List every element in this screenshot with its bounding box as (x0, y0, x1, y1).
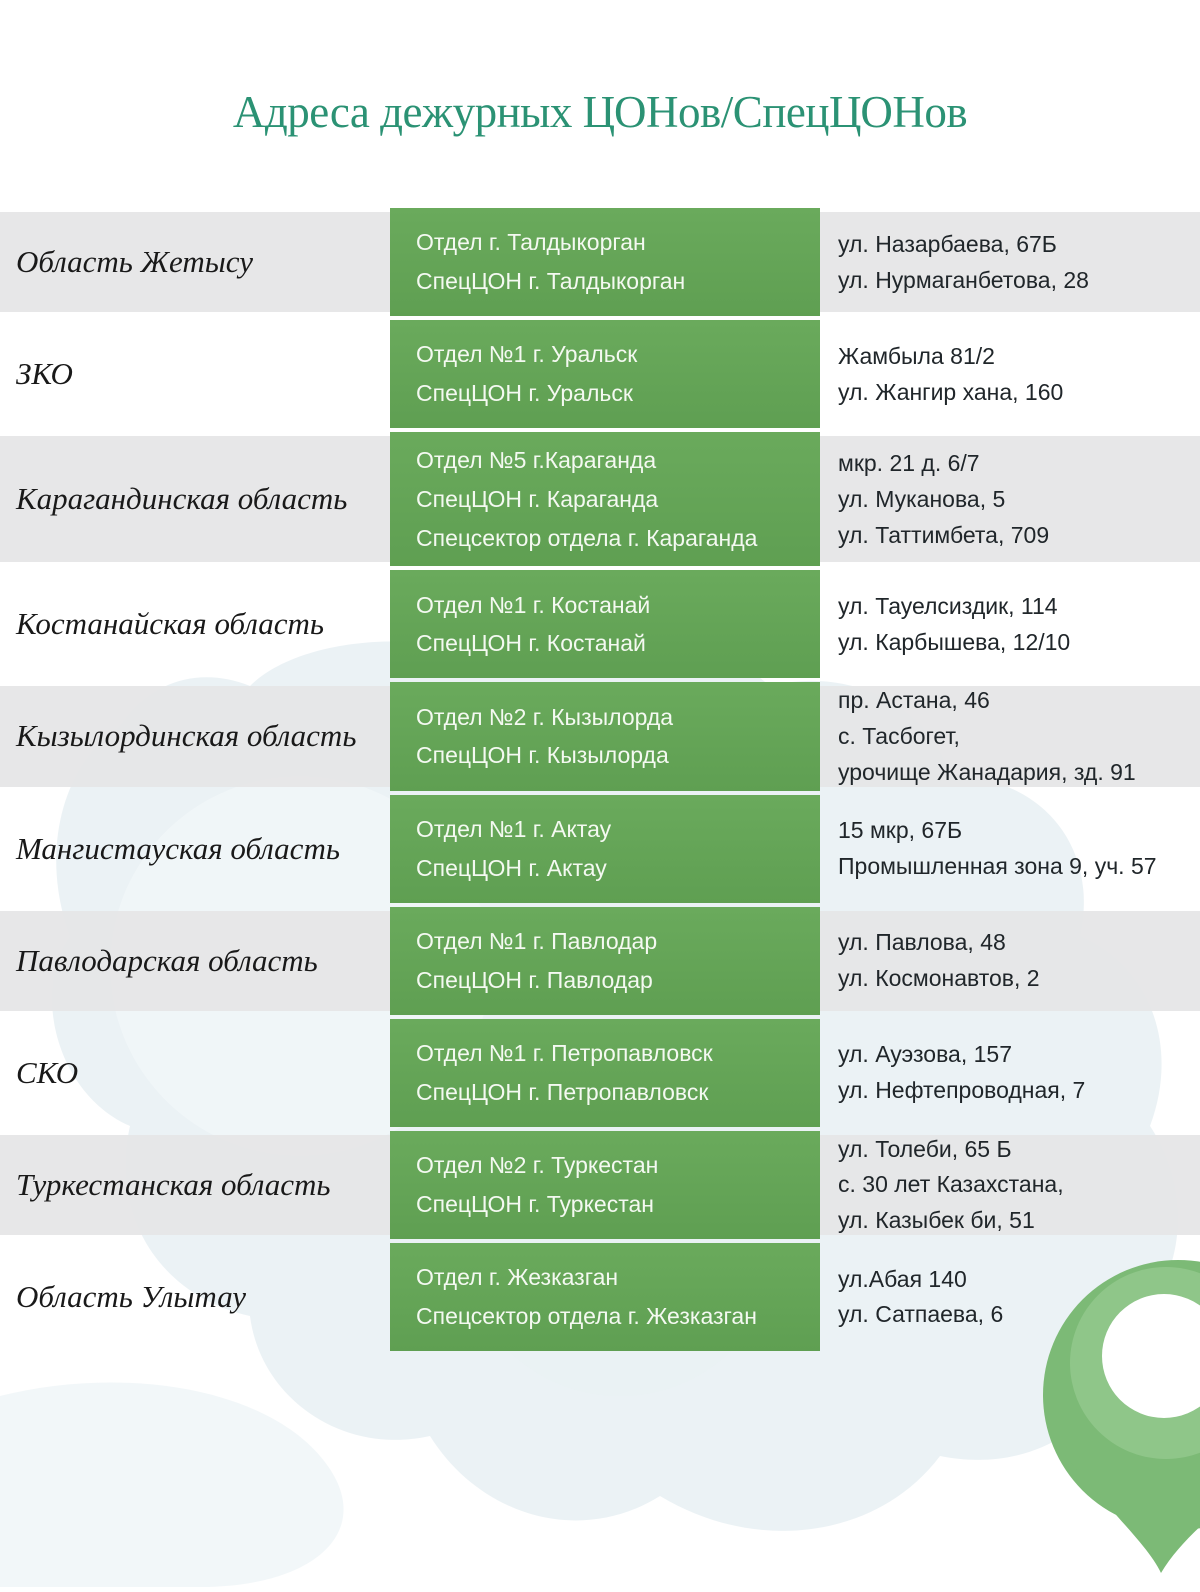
department-item: СпецЦОН г. Караганда (416, 485, 659, 512)
region-name: Кызылординская область (16, 718, 357, 754)
region-name: Карагандинская область (16, 481, 348, 517)
table-row (0, 570, 1200, 678)
department-item: Отдел №1 г. Костанай (416, 591, 651, 618)
region-name: Область Жетысу (16, 244, 254, 279)
region-name: Павлодарская область (16, 942, 318, 978)
department-cell (390, 432, 820, 566)
address-item: Жамбыла 81/2 (838, 342, 995, 369)
address-item: с. Тасбогет, (838, 723, 960, 749)
region-cell (0, 911, 390, 1011)
department-item: СпецЦОН г. Уральск (416, 380, 633, 406)
address-cell (820, 320, 1200, 428)
department-item: Отдел №1 г. Павлодар (416, 927, 658, 954)
table-row (0, 682, 1200, 790)
table-row (0, 1019, 1200, 1127)
table-row (0, 432, 1200, 566)
address-cell (820, 1243, 1200, 1351)
address-item: ул. Казыбек би, 51 (838, 1207, 1035, 1233)
department-item: СпецЦОН г. Костанай (416, 630, 646, 657)
region-cell (0, 320, 390, 428)
address-item: пр. Астана, 46 (838, 687, 990, 714)
address-item: 15 мкр, 67Б (838, 817, 963, 844)
address-item: ул. Толеби, 65 Б (838, 1135, 1012, 1162)
page-title: Адреса дежурных ЦОНов/СпецЦОНов (232, 87, 968, 137)
address-cell (820, 436, 1200, 562)
address-cell (820, 1019, 1200, 1127)
address-item: ул. Таттимбета, 709 (838, 521, 1050, 548)
department-cell (390, 1019, 820, 1127)
address-item: ул. Жангир хана, 160 (838, 378, 1064, 405)
department-cell (390, 1243, 820, 1351)
department-cell (390, 570, 820, 678)
region-cell (0, 570, 390, 678)
department-cell (390, 682, 820, 790)
department-item: Отдел №1 г. Уральск (416, 341, 638, 368)
address-table (0, 86, 1200, 1351)
address-item: Промышленная зона 9, уч. 57 (838, 853, 1157, 879)
department-item: Отдел №1 г. Петропавловск (416, 1039, 713, 1066)
address-item: ул. Нурмаганбетова, 28 (838, 266, 1089, 293)
department-item: Отдел №5 г.Караганда (416, 447, 657, 473)
department-cell (390, 907, 820, 1015)
department-item: Отдел №1 г. Актау (416, 815, 612, 842)
region-name: Область Улытау (16, 1278, 247, 1314)
table-row (0, 320, 1200, 428)
department-item: СпецЦОН г. Туркестан (416, 1190, 654, 1217)
department-cell (390, 795, 820, 903)
address-item: ул.Абая 140 (838, 1265, 967, 1292)
region-name: СКО (16, 1054, 79, 1090)
region-cell (0, 212, 390, 312)
department-item: Отдел №2 г. Кызылорда (416, 703, 674, 730)
department-cell (390, 320, 820, 428)
address-item: урочище Жанадария, зд. 91 (838, 758, 1136, 785)
table-row (0, 1243, 1200, 1351)
address-cell (820, 911, 1200, 1011)
address-item: ул. Космонавтов, 2 (838, 965, 1040, 991)
address-item: мкр. 21 д. 6/7 (838, 450, 980, 476)
table-body (0, 208, 1200, 1351)
address-item: ул. Сатпаева, 6 (838, 1301, 1004, 1328)
address-item: ул. Тауелсиздик, 114 (838, 593, 1058, 619)
region-cell (0, 1243, 390, 1351)
region-cell (0, 686, 390, 786)
department-item: Отдел №2 г. Туркестан (416, 1151, 659, 1178)
address-cell (820, 686, 1200, 786)
address-cell (820, 212, 1200, 312)
department-item: Отдел г. Жезказган (416, 1264, 619, 1290)
department-item: СпецЦОН г. Павлодар (416, 966, 653, 993)
address-item: ул. Карбышева, 12/10 (838, 628, 1071, 655)
address-cell (820, 1135, 1200, 1235)
region-name: Туркестанская область (16, 1166, 331, 1202)
table-row (0, 907, 1200, 1015)
region-name: Мангистауская область (16, 830, 340, 866)
department-item: Отдел г. Талдыкорган (416, 229, 646, 256)
table-row (0, 208, 1200, 316)
address-cell (820, 570, 1200, 678)
address-item: ул. Муканова, 5 (838, 485, 1006, 512)
department-item: СпецЦОН г. Кызылорда (416, 742, 669, 769)
department-cell (390, 208, 820, 316)
department-item: СпецЦОН г. Актау (416, 854, 607, 881)
address-cell (820, 795, 1200, 903)
region-name: Костанайская область (16, 606, 325, 642)
address-item: ул. Павлова, 48 (838, 929, 1006, 956)
department-item: Спецсектор отдела г. Караганда (416, 524, 758, 551)
address-item: ул. Назарбаева, 67Б (838, 230, 1057, 257)
table-row (0, 1131, 1200, 1239)
department-cell (390, 1131, 820, 1239)
table-row (0, 795, 1200, 903)
department-item: СпецЦОН г. Петропавловск (416, 1078, 709, 1105)
region-cell (0, 436, 390, 562)
address-item: ул. Нефтепроводная, 7 (838, 1077, 1086, 1103)
department-item: СпецЦОН г. Талдыкорган (416, 268, 686, 294)
address-item: с. 30 лет Казахстана, (838, 1171, 1064, 1198)
address-item: ул. Ауэзова, 157 (838, 1041, 1012, 1068)
region-cell (0, 1019, 390, 1127)
region-name: ЗКО (16, 356, 73, 391)
department-item: Спецсектор отдела г. Жезказган (416, 1302, 757, 1329)
region-cell (0, 1135, 390, 1235)
region-cell (0, 795, 390, 903)
